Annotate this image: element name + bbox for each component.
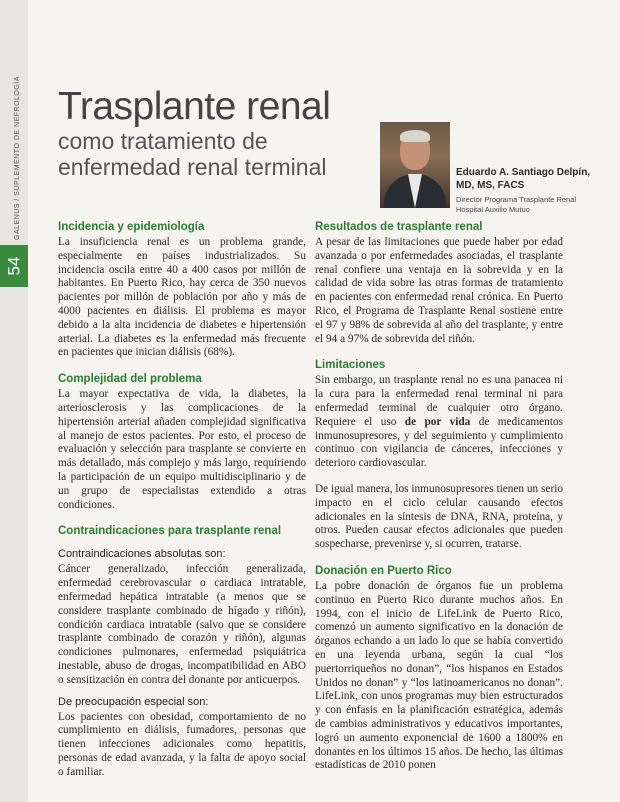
section-heading-donacion: Donación en Puerto Rico xyxy=(315,564,452,577)
subheading-preocupacion: De preocupación especial son: xyxy=(58,695,209,708)
page-number-badge xyxy=(0,245,28,287)
limitaciones-emphasis: de por vida xyxy=(404,415,471,428)
author-name-line1: Eduardo A. Santiago Delpín, xyxy=(456,167,591,178)
section-text-complejidad: La mayor expectativa de vida, la diabetes, la arteriosclerosis y las complicaciones de la hipertensión arterial añaden complejidad significativa al manejo de estos pacientes. Por esto, el proceso de evaluación y selección para trasplante se convierte en más detallado, más complejo y más largo, requiriendo la participación de un equipo multidisciplinario y de un grupo de especialistas extendido a otras condiciones. xyxy=(58,388,306,511)
section-heading-limitaciones: Limitaciones xyxy=(315,359,386,372)
limitaciones-text-b: de medicamentos inmunosupresores, y del seguimiento y cumplimiento continuo con vigilancia de cánceres, infecciones y deterioro cardiovascular. xyxy=(315,415,563,470)
section-text-limitaciones xyxy=(315,374,563,471)
section-heading-incidencia: Incidencia y epidemiología xyxy=(58,221,205,233)
right-column xyxy=(315,220,563,773)
author-role-line2: Hospital Auxilio Mutuo xyxy=(456,205,530,214)
article-subtitle-line2: enfermedad renal terminal xyxy=(58,154,327,180)
section-text-donacion: La pobre donación de órganos fue un problema continuo en Puerto Rico durante muchos años. En 1994, con el inicio de LifeLink de Puerto Rico, comenzó un aumento significativo en la donación de órganos echando a un lado lo que se había convertido en una leyenda urbana, según la cual “los puertorriqueños no donan”, “los hispanos en Estados Unidos no donan” y “los latinoamericanos no donan”. LifeLink, con unos programas muy bien estructurados y con énfasis en la planificación estratégica, además de cambios administrativos y educativos importantes, logró un aumento exponencial de 1600 a 1800% en donantes en los últimos 15 años. De hecho, las últimas estadísticas de 2010 ponen xyxy=(315,579,563,772)
left-column xyxy=(58,220,306,780)
section-text-incidencia: La insuficiencia renal es un problema grande, especialmente en países industrializados. Su incidencia oscila entre 40 a 400 casos por millón de habitantes. En Puerto Rico, hay cerca de 350 nuevos pacientes por millón de población por año y más de 4000 pacientes en diálisis. El problema es mayor debido a la alta incidencia de diabetes e hipertensión arterial. La diabetes es la enfermedad más frecuente en pacientes que inician diálisis (68%). xyxy=(58,236,306,359)
section-text-resultados: A pesar de las limitaciones que puede haber por edad avanzada o por enfermedades asociadas, el trasplante renal confiere una ventaja en la sobrevida y en la calidad de vida sobre las otras formas de tratamiento en pacientes con enfermedad renal crónica. En Puerto Rico, el Programa de Trasplante Renal sostiene entre el 97 y 98% de sobrevida al año del trasplante, y entre el 94 a 97% de sobrevida del riñón. xyxy=(315,236,563,345)
section-text-inmunosupresores: De igual manera, los inmunosupresores tienen un serio impacto en el ciclo celular causando efectos adicionales en la síntesis de DNA, RNA, proteína, y otros. Pueden causar efectos adicionales que pueden sospecharse, prevenirse y, si ocurren, tratarse. xyxy=(315,482,563,551)
article-title: Trasplante renal xyxy=(58,85,331,128)
subheading-absolutas: Contraindicaciones absolutas son: xyxy=(58,548,226,561)
section-heading-complejidad: Complejidad del problema xyxy=(58,373,202,386)
section-heading-resultados: Resultados de trasplante renal xyxy=(315,221,483,233)
article-subtitle-line1: como tratamiento de xyxy=(58,128,268,154)
limitaciones-text-a: Sin embargo, un trasplante renal no es una panacea ni la cura para la enfermedad renal terminal ni para enfermedad terminal de cualquier otro órgano. Requiere el uso xyxy=(315,374,563,428)
author-byline xyxy=(456,166,616,215)
page-sidebar xyxy=(0,0,28,802)
text-absolutas: Cáncer generalizado, infección generalizada, enfermedad cerebrovascular o cardiaca intratable, enfermedad hepática intratable (a menos que se considere trasplante combinado de hígado y riñón), condición cardiaca intratable (salvo que se considere trasplante combinado de corazón y riñón), algunas condiciones pulmonares, enfermedad psiquiátrica inestable, abuso de drogas, incompatibilidad en ABO o sensitización en contra del donante por anticuerpos. xyxy=(58,563,306,686)
author-photo xyxy=(380,122,450,208)
section-heading-contraindicaciones: Contraindicaciones para trasplante renal xyxy=(58,525,282,538)
running-head: GALENUS / SUPLEMENTO DE NEFROLOGÍA xyxy=(14,76,21,240)
author-name-line2: MD, MS, FACS xyxy=(456,180,525,191)
article-title-block xyxy=(58,86,368,180)
page-number: 54 xyxy=(3,256,23,276)
author-role-line1: Director Programa Trasplante Renal xyxy=(456,195,577,204)
text-preocupacion: Los pacientes con obesidad, comportamiento de no cumplimiento en diálisis, fumadores, personas que tienen infecciones adicionales como hepatitis, personas de edad avanzada, y la falta de apoyo social o familiar. xyxy=(58,710,306,778)
